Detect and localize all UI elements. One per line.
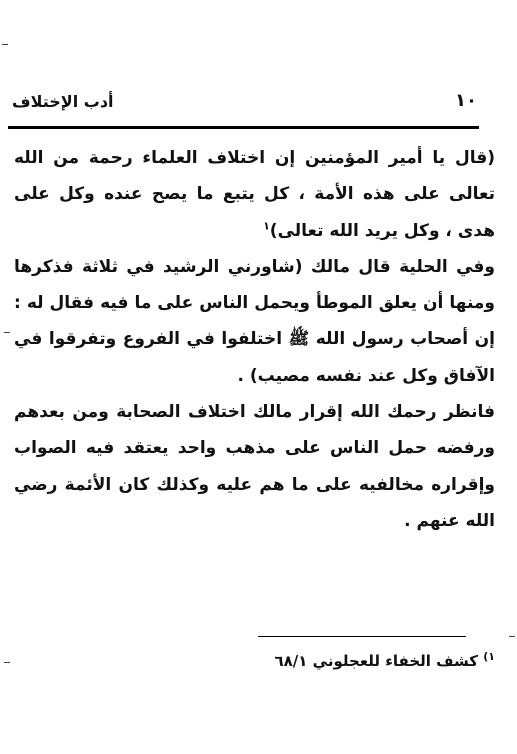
scan-mark: [4, 332, 10, 333]
paragraph-hilya: [14, 249, 495, 394]
page-header: [12, 92, 477, 118]
scan-mark: [4, 662, 10, 663]
paragraph-conclusion: [14, 394, 495, 539]
footnote: [274, 652, 495, 670]
paragraph-text: وفي الحلية قال مالك (شاورني الرشيد في ثلاثة فذكرها ومنها أن يعلق الموطأ ويحمل الناس على ما فيه فقال له : إن أصحاب رسول الله ﷺ اختلفوا في الفروع وتفرقوا في الآفاق وكل عند نفسه مصيب) .: [14, 256, 495, 386]
footnote-marker: ١): [483, 650, 495, 663]
footnote-text: كشف الخفاء للعجلوني ٦٨/١: [274, 652, 479, 670]
footnote-separator: [258, 636, 466, 637]
scan-mark: [509, 636, 515, 637]
header-rule: [8, 126, 479, 129]
paragraph-quote-harun: [14, 140, 495, 249]
running-title: أدب الإختلاف: [12, 92, 114, 111]
paragraph-text: (قال يا أمير المؤمنين إن اختلاف العلماء رحمة من الله تعالى على هذه الأمة ، كل يتبع ما يصح عنده وكل على هدى ، وكل يريد الله تعالى): [14, 148, 495, 241]
page-number: ١٠: [455, 90, 477, 111]
paragraph-text: فانظر رحمك الله إقرار مالك اختلاف الصحابة ومن بعدهم ورفضه حمل الناس على مذهب واحد يعتقد فيه الصواب وإقراره مخالفيه على ما هم عليه وكذلك كان الأئمة رضي الله عنهم .: [14, 402, 495, 531]
main-text: [14, 140, 495, 539]
footnote-reference: ١: [263, 218, 270, 232]
scan-mark: [2, 44, 8, 45]
